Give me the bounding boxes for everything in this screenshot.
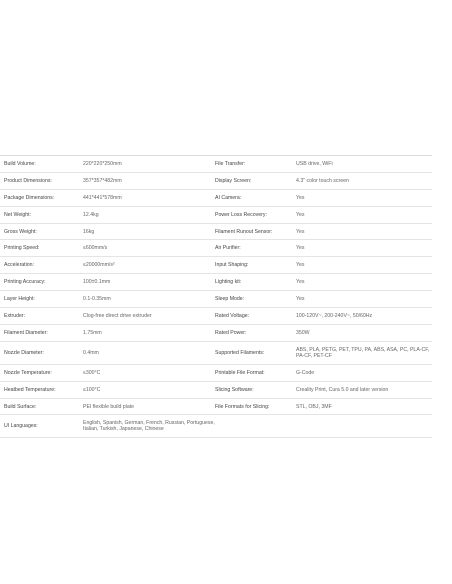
spec-row bbox=[0, 173, 432, 190]
spec-label: Slicing Software: bbox=[215, 386, 254, 393]
spec-label: UI Languages: bbox=[4, 423, 38, 430]
spec-value: 0.1-0.35mm bbox=[83, 296, 111, 303]
spec-label: Input Shaping: bbox=[215, 262, 249, 269]
spec-row bbox=[0, 399, 432, 416]
spec-value: Yes bbox=[296, 262, 305, 269]
spec-row bbox=[0, 156, 432, 173]
spec-label: Acceleration: bbox=[4, 262, 34, 269]
spec-value: Yes bbox=[296, 211, 305, 218]
spec-row bbox=[0, 382, 432, 399]
spec-label: Printing Accuracy: bbox=[4, 279, 46, 286]
spec-label: Nozzle Temperature: bbox=[4, 369, 52, 376]
spec-value: ≤20000mm/s² bbox=[83, 262, 115, 269]
spec-row bbox=[0, 224, 432, 241]
spec-row bbox=[0, 257, 432, 274]
spec-row bbox=[0, 308, 432, 325]
spec-label: Printing Speed: bbox=[4, 245, 40, 252]
spec-label: Supported Filaments: bbox=[215, 349, 265, 356]
spec-value: 4.3" color touch screen bbox=[296, 177, 349, 184]
spec-label: Filament Runout Sensor: bbox=[215, 228, 273, 235]
spec-value: 350W bbox=[296, 329, 310, 336]
spec-label: Layer Height: bbox=[4, 296, 35, 303]
spec-value: Yes bbox=[296, 279, 305, 286]
spec-value: PEI flexible build plate bbox=[83, 403, 135, 410]
spec-value: Yes bbox=[296, 296, 305, 303]
spec-value: G-Code bbox=[296, 369, 315, 376]
spec-value: 220*220*250mm bbox=[83, 160, 122, 167]
spec-label: Lighting kit: bbox=[215, 279, 242, 286]
spec-label: Heatbed Temperature: bbox=[4, 386, 56, 393]
spec-value: 16kg bbox=[83, 228, 95, 235]
spec-value: ≤600mm/s bbox=[83, 245, 108, 252]
spec-label: Sleep Mode: bbox=[215, 296, 245, 303]
spec-label: Rated Power: bbox=[215, 329, 247, 336]
spec-value: STL, OBJ, 3MF bbox=[296, 403, 332, 410]
spec-label: Product Dimensions: bbox=[4, 177, 52, 184]
spec-label: Build Surface: bbox=[4, 403, 37, 410]
spec-value: ≤300°C bbox=[83, 369, 101, 376]
spec-value: Clog-free direct drive extruder bbox=[83, 312, 152, 319]
spec-label: AI Camera: bbox=[215, 194, 242, 201]
spec-row bbox=[0, 415, 432, 438]
spec-table bbox=[0, 155, 432, 438]
spec-value bbox=[296, 424, 432, 428]
spec-row bbox=[0, 291, 432, 308]
spec-value: English, Spanish, German, French, Russian, Portuguese, Italian, Turkish, Japanese, Chinese bbox=[83, 420, 215, 433]
spec-row bbox=[0, 342, 432, 365]
spec-label: Gross Weight: bbox=[4, 228, 37, 235]
spec-value: USB drive, WiFi bbox=[296, 160, 333, 167]
spec-value: Yes bbox=[296, 245, 305, 252]
spec-label: Filament Diameter: bbox=[4, 329, 48, 336]
spec-row bbox=[0, 365, 432, 382]
spec-row bbox=[0, 274, 432, 291]
spec-value: 0.4mm bbox=[83, 349, 99, 356]
spec-label: File Formats for Slicing: bbox=[215, 403, 270, 410]
spec-value: 12.4kg bbox=[83, 211, 99, 218]
spec-row bbox=[0, 325, 432, 342]
spec-label: Power Loss Recovery: bbox=[215, 211, 267, 218]
spec-row bbox=[0, 190, 432, 207]
spec-label: Display Screen: bbox=[215, 177, 252, 184]
spec-value: 441*441*578mm bbox=[83, 194, 122, 201]
spec-label: Rated Voltage: bbox=[215, 312, 250, 319]
spec-label: Nozzle Diameter: bbox=[4, 349, 44, 356]
spec-value: 100±0.1mm bbox=[83, 279, 111, 286]
spec-label: Net Weight: bbox=[4, 211, 32, 218]
spec-value: ABS, PLA, PETG, PET, TPU, PA, ABS, ASA, PC, PLA-CF, PA-CF, PET-CF bbox=[296, 346, 430, 359]
spec-label: Printable File Format: bbox=[215, 369, 265, 376]
spec-label bbox=[215, 424, 296, 428]
spec-row bbox=[0, 240, 432, 257]
spec-value: ≤100°C bbox=[83, 386, 101, 393]
spec-row bbox=[0, 207, 432, 224]
spec-label: Air Purifier: bbox=[215, 245, 241, 252]
spec-value: Yes bbox=[296, 228, 305, 235]
spec-label: Build Volume: bbox=[4, 160, 36, 167]
spec-label: Package Dimensions: bbox=[4, 194, 55, 201]
spec-value: 357*357*482mm bbox=[83, 177, 122, 184]
spec-label: File Transfer: bbox=[215, 160, 246, 167]
spec-value: 1.75mm bbox=[83, 329, 102, 336]
spec-value: 100-120V~, 200-240V~, 50/60Hz bbox=[296, 312, 373, 319]
spec-value: Yes bbox=[296, 194, 305, 201]
spec-label: Extruder: bbox=[4, 312, 26, 319]
spec-value: Creality Print, Cura 5.0 and later version bbox=[296, 386, 389, 393]
